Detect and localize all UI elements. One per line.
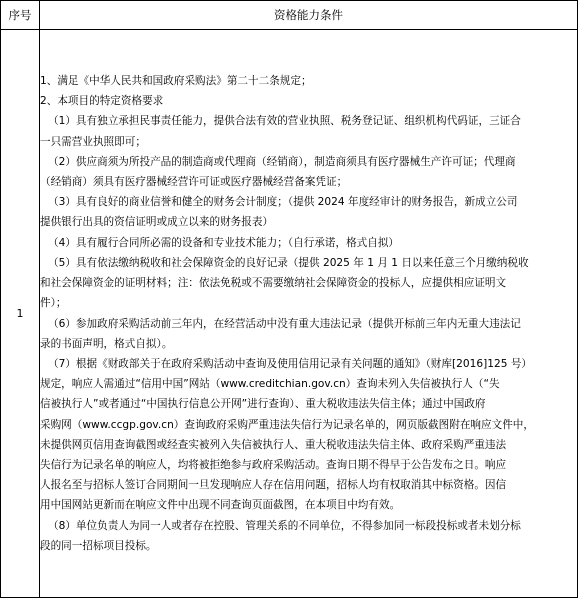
row-content-cell (40, 30, 578, 598)
content-line: （经销商）须具有医疗器械经营许可证或医疗器械经营备案凭证； (40, 176, 348, 189)
content-line: 件）； (40, 297, 67, 310)
content-line: 一只需营业执照即可； (40, 135, 146, 148)
content-line: 信被执行人”或者通过“中国执行信息公开网”进行查询）、重大税收违法失信主体；通过中国政府 (40, 398, 486, 411)
content-line: （6）参加政府采购活动前三年内，在经营活动中没有重大违法记录（提供开标前三年内无重大违法记 (48, 317, 521, 330)
content-line: 规定，响应人需通过“信用中国”网站（www.creditchian.gov.cn）查询未列入失信被执行人（“失 (40, 378, 500, 391)
table-header-row (1, 1, 578, 30)
content-line: 1、满足《中华人民共和国政府采购法》第二十二条规定； (40, 75, 312, 88)
content-line: 用中国网站更新而在响应文件中出现不同查询页面截图，在本项目中均有效。 (40, 499, 401, 512)
content-line: 采购网（www.ccgp.gov.cn）查询政府采购严重违法失信行为记录名单的，网页版截图附在响应文件中， (40, 418, 534, 431)
content-line: （4）具有履行合同所必需的设备和专业技术能力；（自行承诺，格式自拟） (48, 236, 400, 249)
row-seq-cell: 1 (1, 30, 40, 598)
content-line: 录的书面声明，格式自拟）。 (40, 337, 173, 350)
content-line: 和社会保障资金的证明材料；注：依法免税或不需要缴纳社会保障资金的投标人，应提供相应证明文 (40, 277, 507, 290)
content-line: 失信行为记录名单的响应人，均将被拒绝参与政府采购活动。查询日期不得早于公告发布之日。响应 (40, 458, 507, 471)
content-line: （1）具有独立承担民事责任能力，提供合法有效的营业执照、税务登记证、组织机构代码证，三证合 (48, 115, 521, 128)
content-line: （8）单位负责人为同一人或者存在控股、管理关系的不同单位，不得参加同一标段投标或者未划分标 (48, 519, 521, 532)
content-line: 提供银行出具的资信证明或成立以来的财务报表） (40, 216, 274, 229)
header-content: 资格能力条件 (40, 1, 578, 30)
content-line: 未提供网页信用查询截图或经查实被列入失信被执行人、重大税收违法失信主体、政府采购严重违法 (40, 438, 507, 451)
content-line: （3）具有良好的商业信誉和健全的财务会计制度；（提供 2024 年度经审计的财务报告，新成立公司 (48, 196, 518, 209)
content-line: 2、本项目的特定资格要求 (40, 95, 164, 108)
content-line: （5）具有依法缴纳税收和社会保障资金的良好记录（提供 2025 年 1 月 1 日以来任意三个月缴纳税收 (48, 256, 529, 269)
content-line: 人报名至与招标人签订合同期间一旦发现响应人存在信用问题，招标人均有权取消其中标资格。因信 (40, 479, 507, 492)
table-row (1, 30, 578, 598)
content-line: （2）供应商须为所投产品的制造商或代理商（经销商），制造商须具有医疗器械生产许可证；代理商 (48, 155, 516, 168)
header-seq: 序号 (1, 1, 40, 30)
content-line: 段的同一招标项目投标。 (40, 539, 157, 552)
content-line: （7）根据《财政部关于在政府采购活动中查询及使用信用记录有关问题的通知》（财库[2016]125 号） (48, 357, 533, 370)
